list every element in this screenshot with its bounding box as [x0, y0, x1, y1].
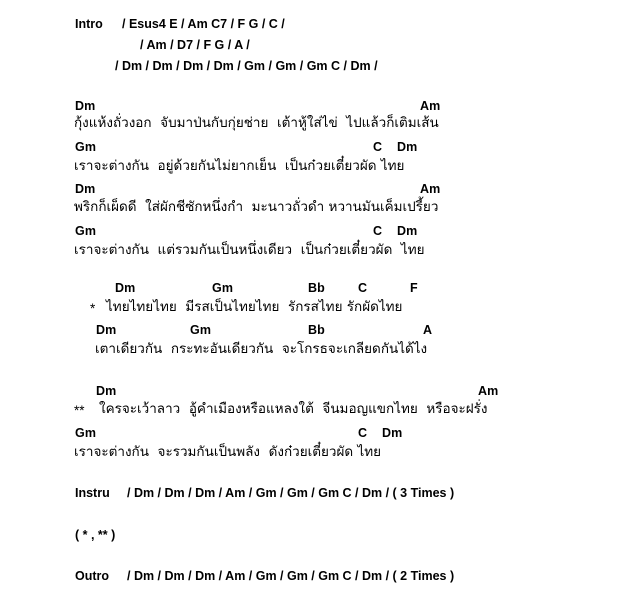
repeat-line: ( * , ** ) — [75, 528, 116, 542]
instru-line: / Dm / Dm / Dm / Am / Gm / Gm / Gm C / Dm / ( 3 Times ) — [127, 486, 455, 500]
chord: Dm — [96, 384, 117, 398]
chord: C — [373, 140, 383, 154]
chord: A — [423, 323, 433, 337]
chord: Gm — [75, 224, 97, 238]
chord: C — [358, 426, 368, 440]
chord: C — [373, 224, 383, 238]
instru-label: Instru — [75, 486, 110, 500]
outro-line: / Dm / Dm / Dm / Am / Gm / Gm / Gm C / Dm / ( 2 Times ) — [127, 569, 455, 583]
lyric-line: เราจะต่างกัน จะรวมกันเป็นพลัง ดังก๋วยเตี๋ยวผัด ไทย — [74, 444, 382, 460]
chord: Am — [420, 182, 441, 196]
intro-line-3: / Dm / Dm / Dm / Dm / Gm / Gm / Gm C / Dm / — [115, 59, 378, 73]
chord: Gm — [75, 426, 97, 440]
chord: Gm — [75, 140, 97, 154]
intro-label: Intro — [75, 17, 103, 31]
chord: Gm — [212, 281, 234, 295]
chord: Bb — [308, 281, 325, 295]
intro-line-2: / Am / D7 / F G / A / — [140, 38, 250, 52]
lyric-line: พริกก็เผ็ดดี ใส่ผักชีซักหนึ่งกำ มะนาวถั่วดำ หวานมันเค็มเปรี้ยว — [74, 199, 439, 215]
chord: Dm — [397, 140, 418, 154]
lyric-line: ใครจะเว้าลาว อู้คำเมืองหรือแหลงใต้ จีนมอญแขกไทย หรือจะฝรั่ง — [99, 401, 488, 417]
chord: Bb — [308, 323, 325, 337]
chord: C — [358, 281, 368, 295]
chord: Gm — [190, 323, 212, 337]
lyric-line: เราจะต่างกัน แต่รวมกันเป็นหนึ่งเดียว เป็นก๋วยเตี๋ยวผัด ไทย — [74, 242, 425, 258]
chord: Dm — [96, 323, 117, 337]
chord: Dm — [115, 281, 136, 295]
chorus-marker: ** — [74, 403, 85, 418]
intro-line-1: / Esus4 E / Am C7 / F G / C / — [122, 17, 285, 31]
lyric-line: ไทยไทยไทย มีรสเป็นไทยไทย รักรสไทย รักผัดไทย — [106, 299, 403, 315]
chord: Dm — [382, 426, 403, 440]
chord: Dm — [75, 182, 96, 196]
chord: F — [410, 281, 418, 295]
chord: Am — [420, 99, 441, 113]
chord: Am — [478, 384, 499, 398]
chorus-marker: * — [90, 301, 96, 316]
lyric-line: กุ้งแห้งถั่วงอก จับมาป่นกับกุ่ยช่าย เต้าหู้ใส่ไข่ ไปแล้วก็เติมเส้น — [74, 115, 439, 131]
outro-label: Outro — [75, 569, 110, 583]
chord: Dm — [397, 224, 418, 238]
lyric-line: เราจะต่างกัน อยู่ด้วยกันไม่ยากเย็น เป็นก๋วยเตี๋ยวผัด ไทย — [74, 158, 405, 174]
chord: Dm — [75, 99, 96, 113]
lyric-line: เตาเดียวกัน กระทะอันเดียวกัน จะโกรธจะเกลียดกันได้ไง — [95, 341, 428, 357]
